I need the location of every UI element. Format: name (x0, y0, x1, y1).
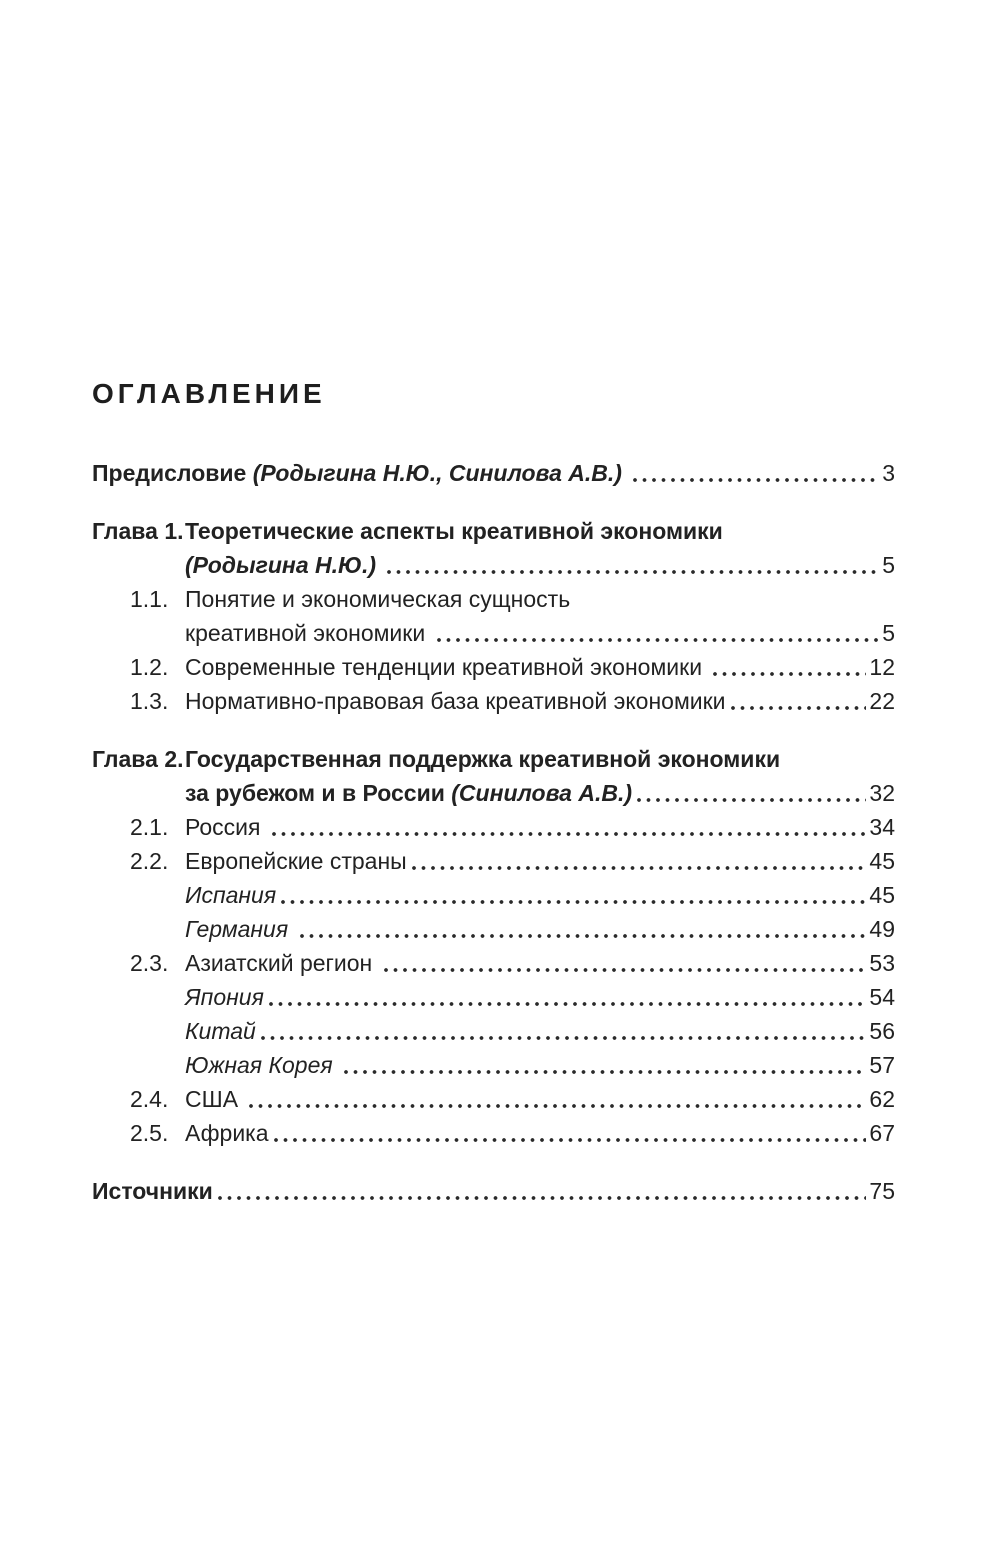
entry-number: 1.3. (130, 688, 169, 714)
toc-entry (92, 946, 895, 980)
entry-text: Понятие и экономическая сущность (185, 586, 571, 612)
entry-line (185, 616, 895, 650)
entry-line (92, 456, 895, 490)
entry-line (185, 548, 895, 582)
entry-text: Африка (185, 1120, 269, 1146)
entry-text: Китай (185, 1018, 256, 1044)
page-title: ОГЛАВЛЕНИЕ (92, 378, 326, 409)
entry-text: креативной экономики (185, 620, 432, 646)
page-number: 57 (869, 1052, 895, 1078)
entry-text: Южная Корея (185, 1052, 340, 1078)
dot-leader (261, 1036, 867, 1040)
toc-entry (92, 650, 895, 684)
page-number: 62 (869, 1086, 895, 1112)
entry-text: Япония (185, 984, 264, 1010)
toc-entry (92, 912, 895, 946)
entry-line (185, 650, 895, 684)
entry-number: 1.2. (130, 654, 169, 680)
page-number: 75 (869, 1178, 895, 1204)
entry-text: за рубежом и в России (185, 780, 452, 806)
entry-text: США (185, 1086, 245, 1112)
entry-body (185, 878, 895, 912)
toc-entry (92, 1082, 895, 1116)
page-number: 3 (882, 460, 895, 486)
entry-body (185, 980, 895, 1014)
toc-entry (92, 844, 895, 878)
entry-text: Теоретические аспекты креативной экономики (185, 518, 723, 544)
entry-body (92, 456, 895, 490)
entry-text: (Синилова А.В.) (451, 780, 633, 806)
entry-number: 2.3. (130, 950, 169, 976)
page-number: 34 (869, 814, 895, 840)
entry-line (185, 582, 895, 616)
entry-line (185, 946, 895, 980)
entry-number: 2.4. (130, 1086, 169, 1112)
entry-line (185, 1048, 895, 1082)
entry-text: Современные тенденции креативной экономики (185, 654, 709, 680)
page-number: 67 (869, 1120, 895, 1146)
entry-text: (Родыгина Н.Ю., Синилова А.В.) (252, 460, 622, 486)
entry-number: 2.2. (130, 848, 169, 874)
entry-line (185, 810, 895, 844)
entry-line (185, 684, 895, 718)
dot-leader (281, 900, 866, 904)
toc-entry (92, 1048, 895, 1082)
entry-body (185, 582, 895, 650)
toc-entry (92, 742, 895, 810)
toc-content (92, 376, 895, 1208)
dot-leader (412, 866, 867, 870)
toc-entry (92, 1014, 895, 1048)
toc-entry (92, 878, 895, 912)
dot-leader (274, 1138, 867, 1142)
entry-body (185, 1014, 895, 1048)
dot-leader (437, 638, 880, 642)
dot-leader (384, 968, 867, 972)
entry-text (622, 456, 628, 490)
entry-text: (Родыгина Н.Ю.) (185, 552, 377, 578)
dot-leader (633, 478, 879, 482)
entry-body (185, 1048, 895, 1082)
dot-leader (344, 1070, 866, 1074)
toc-list (92, 456, 895, 1208)
entry-body (185, 1116, 895, 1150)
toc-entry (92, 684, 895, 718)
dot-leader (387, 570, 879, 574)
entry-text: Европейские страны (185, 848, 407, 874)
page-number: 45 (869, 882, 895, 908)
toc-entry (92, 582, 895, 650)
entry-text: Предисловие (92, 460, 253, 486)
page-number: 56 (869, 1018, 895, 1044)
entry-line (185, 912, 895, 946)
entry-line (185, 776, 895, 810)
dot-leader (300, 934, 867, 938)
page-number: 53 (869, 950, 895, 976)
entry-number: 1.1. (130, 586, 169, 612)
entry-body (185, 946, 895, 980)
dot-leader (272, 832, 867, 836)
page-number: 54 (869, 984, 895, 1010)
entry-line (185, 878, 895, 912)
entry-text: Испания (185, 882, 277, 908)
entry-line (185, 742, 895, 776)
toc-entry (92, 456, 895, 490)
dot-leader (269, 1002, 867, 1006)
entry-body (185, 742, 895, 810)
entry-line (185, 1014, 895, 1048)
toc-entry (92, 1174, 895, 1208)
entry-line (185, 980, 895, 1014)
entry-body (185, 1082, 895, 1116)
dot-leader (713, 672, 866, 676)
entry-text: Нормативно-правовая база креативной экономики (185, 688, 726, 714)
page-number: 5 (882, 552, 895, 578)
entry-line (185, 1116, 895, 1150)
page-number: 32 (869, 780, 895, 806)
entry-text (376, 548, 382, 582)
entry-body (185, 810, 895, 844)
entry-body (185, 912, 895, 946)
entry-text: Россия (185, 814, 267, 840)
entry-body (185, 514, 895, 582)
page-number: 49 (869, 916, 895, 942)
page-number: 22 (869, 688, 895, 714)
entry-text: Государственная поддержка креативной экономики (185, 746, 781, 772)
page-number: 5 (882, 620, 895, 646)
toc-entry (92, 1116, 895, 1150)
entry-body (92, 1174, 895, 1208)
page-number: 12 (869, 654, 895, 680)
entry-number: 2.5. (130, 1120, 169, 1146)
entry-text: Германия (185, 916, 295, 942)
entry-line (92, 1174, 895, 1208)
entry-number: Глава 1. (92, 518, 184, 544)
dot-leader (731, 706, 867, 710)
toc-entry (92, 810, 895, 844)
entry-body (185, 684, 895, 718)
dot-leader (637, 798, 866, 802)
dot-leader (249, 1104, 866, 1108)
entry-text: Источники (92, 1178, 213, 1204)
entry-line (185, 514, 895, 548)
entry-body (185, 844, 895, 878)
dot-leader (218, 1196, 867, 1200)
entry-body (185, 650, 895, 684)
toc-entry (92, 980, 895, 1014)
page-number: 45 (869, 848, 895, 874)
entry-number: Глава 2. (92, 746, 184, 772)
toc-entry (92, 514, 895, 582)
entry-number: 2.1. (130, 814, 169, 840)
entry-line (185, 1082, 895, 1116)
entry-text: Азиатский регион (185, 950, 379, 976)
entry-line (185, 844, 895, 878)
